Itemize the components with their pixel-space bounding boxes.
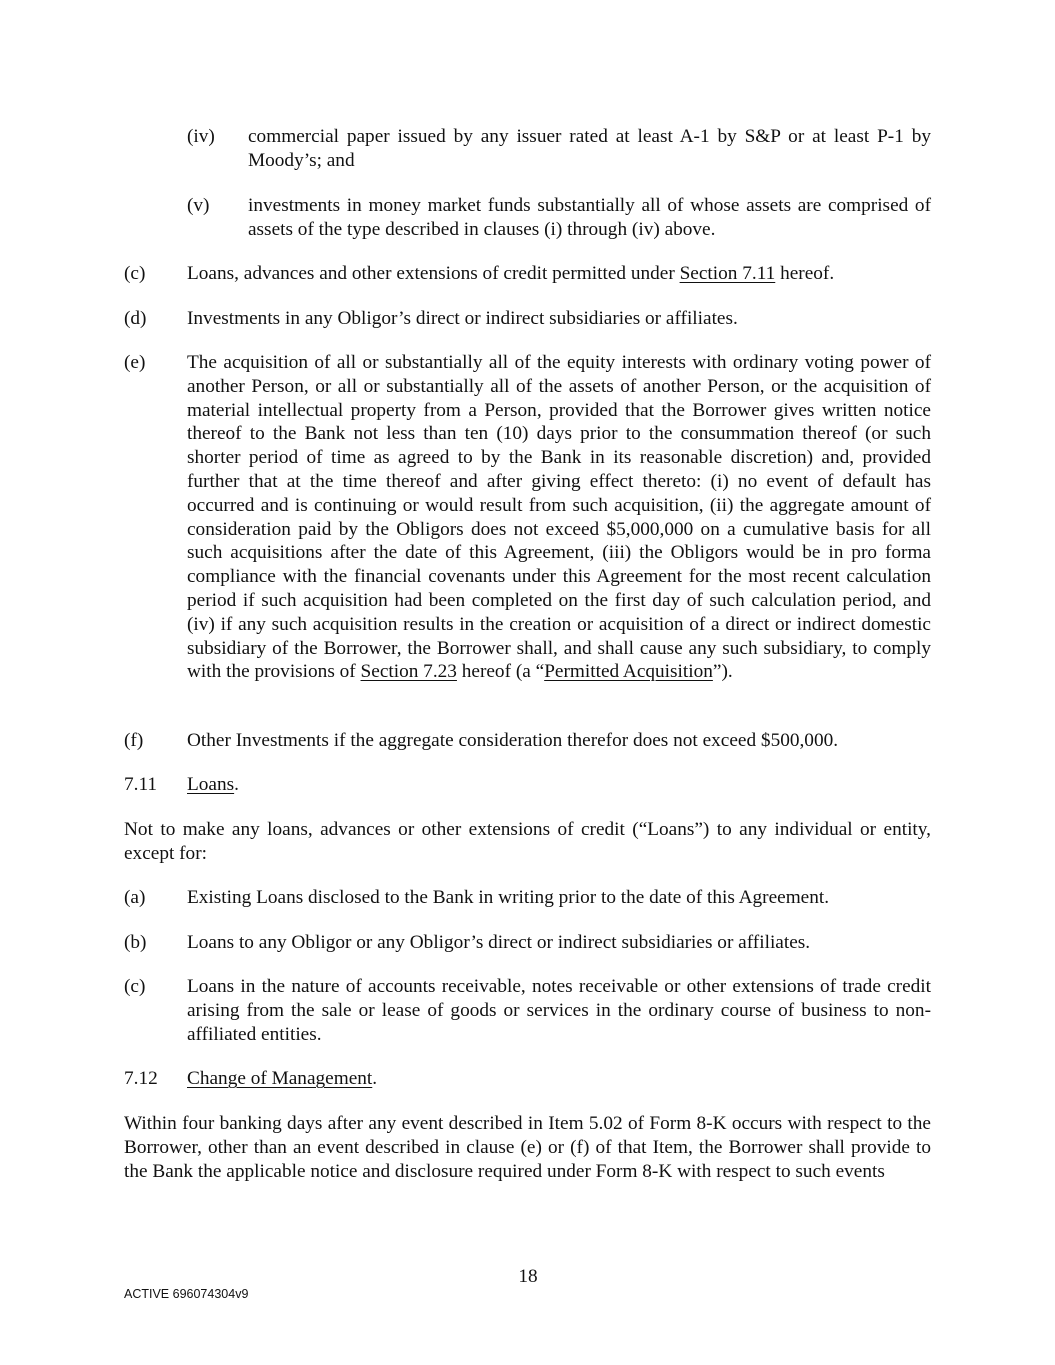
clause-number: (a) [124,887,146,908]
clause-number: (c) [124,263,146,284]
clause-text-part: Loans, advances and other extensions of credit permitted under [187,263,680,284]
clause-number: (b) [124,932,147,953]
clause-iv [0,125,1055,173]
section-title [187,1067,377,1091]
loan-exception-a [0,886,1055,910]
clause-number: (e) [124,352,146,373]
section-title-period: . [372,1068,378,1089]
defined-term: Permitted Acquisition [544,661,713,683]
clause-text-part: ”). [712,661,733,683]
section-title [187,773,239,797]
clause-text: Existing Loans disclosed to the Bank in writing prior to the date of this Agreement. [187,887,830,908]
clause-text: Loans to any Obligor or any Obligor’s direct or indirect subsidiaries or affiliates. [187,932,811,953]
section-title-text: Change of Management [187,1068,373,1089]
section-reference-link[interactable]: Section 7.11 [679,263,776,284]
clause-c-investments [0,262,1055,286]
clause-text: commercial paper issued by any issuer rated at least A-1 by S&P or at least P-1 by Moody’s; and [248,126,931,171]
clause-text: Investments in any Obligor’s direct or indirect subsidiaries or affiliates. [187,308,738,329]
clause-text: investments in money market funds substantially all of whose assets are comprised of assets of the type described in clauses (i) through (iv) above. [248,195,931,240]
clause-text: Other Investments if the aggregate consideration therefor does not exceed $500,000. [187,730,839,751]
clause-text: Loans in the nature of accounts receivable, notes receivable or other extensions of trade credit arising from the sale or lease of goods or services in the ordinary course of business to non-affiliated entities. [187,976,931,1045]
clause-number: (d) [124,308,147,329]
section-title-period: . [234,774,239,795]
clause-v [0,194,1055,242]
clause-text-part: hereof (a “ [456,661,545,683]
loan-exception-c [0,975,1055,1047]
clause-number: (iv) [187,126,215,147]
clause-text-part: The acquisition of all or substantially all of the equity interests with ordinary voting power of another Person, or all or substantially all of the assets of another Person, or the acquisition of material intellectual property from a Person, provided that the Borrower gives written notice thereof to the Bank not less than ten (10) days prior to the consummation thereof (or such shorter period of time as agreed to by the Bank in its reasonable discretion) and, provided further that at the time thereof and after giving effect thereto: (i) no event of default has occurred and is continuing or would result from such acquisition, (ii) the aggregate amount of consideration paid by the Obligors does not exceed $5,000,000 on a cumulative basis for all such acquisitions after the date of this Agreement, (iii) the Obligors would be in pro forma compliance with the financial covenants under this Agreement for the most recent calculation period if such acquisition had been completed on the first day of such calculation period, and (iv) if any such acquisition results in the creation or acquisition of a direct or indirect domestic subsidiary of the Borrower, the Borrower shall, and shall cause any such subsidiary, to comply with the provisions of [187,352,931,683]
clause-text [187,351,931,684]
clause-text [187,262,931,286]
clause-number: (c) [124,976,146,997]
clause-text-part: hereof. [775,263,835,284]
section-7-12-body: Within four banking days after any event described in Item 5.02 of Form 8-K occurs with respect to the Borrower, other than an event described in clause (e) or (f) of that Item, the Borrower shall provide to the Bank the applicable notice and disclosure required under Form 8-K with respect to such events [124,1113,931,1182]
section-7-11-intro: Not to make any loans, advances or other extensions of credit (“Loans”) to any individual or entity, except for: [124,819,931,864]
clause-e-acquisition [0,351,1055,711]
document-id-footer: ACTIVE 696074304v9 [124,1287,249,1301]
clause-number: (v) [187,195,210,216]
clause-f-investments [0,729,1055,753]
clause-d-investments [0,307,1055,331]
loan-exception-b [0,931,1055,955]
section-reference-link[interactable]: Section 7.23 [360,661,457,683]
section-number: 7.11 [124,774,158,795]
section-heading-7-11 [0,773,1055,797]
section-title-text: Loans [187,774,235,795]
page-number: 18 [518,1266,538,1287]
section-number: 7.12 [124,1068,158,1089]
clause-number: (f) [124,730,144,751]
section-heading-7-12 [0,1067,1055,1091]
